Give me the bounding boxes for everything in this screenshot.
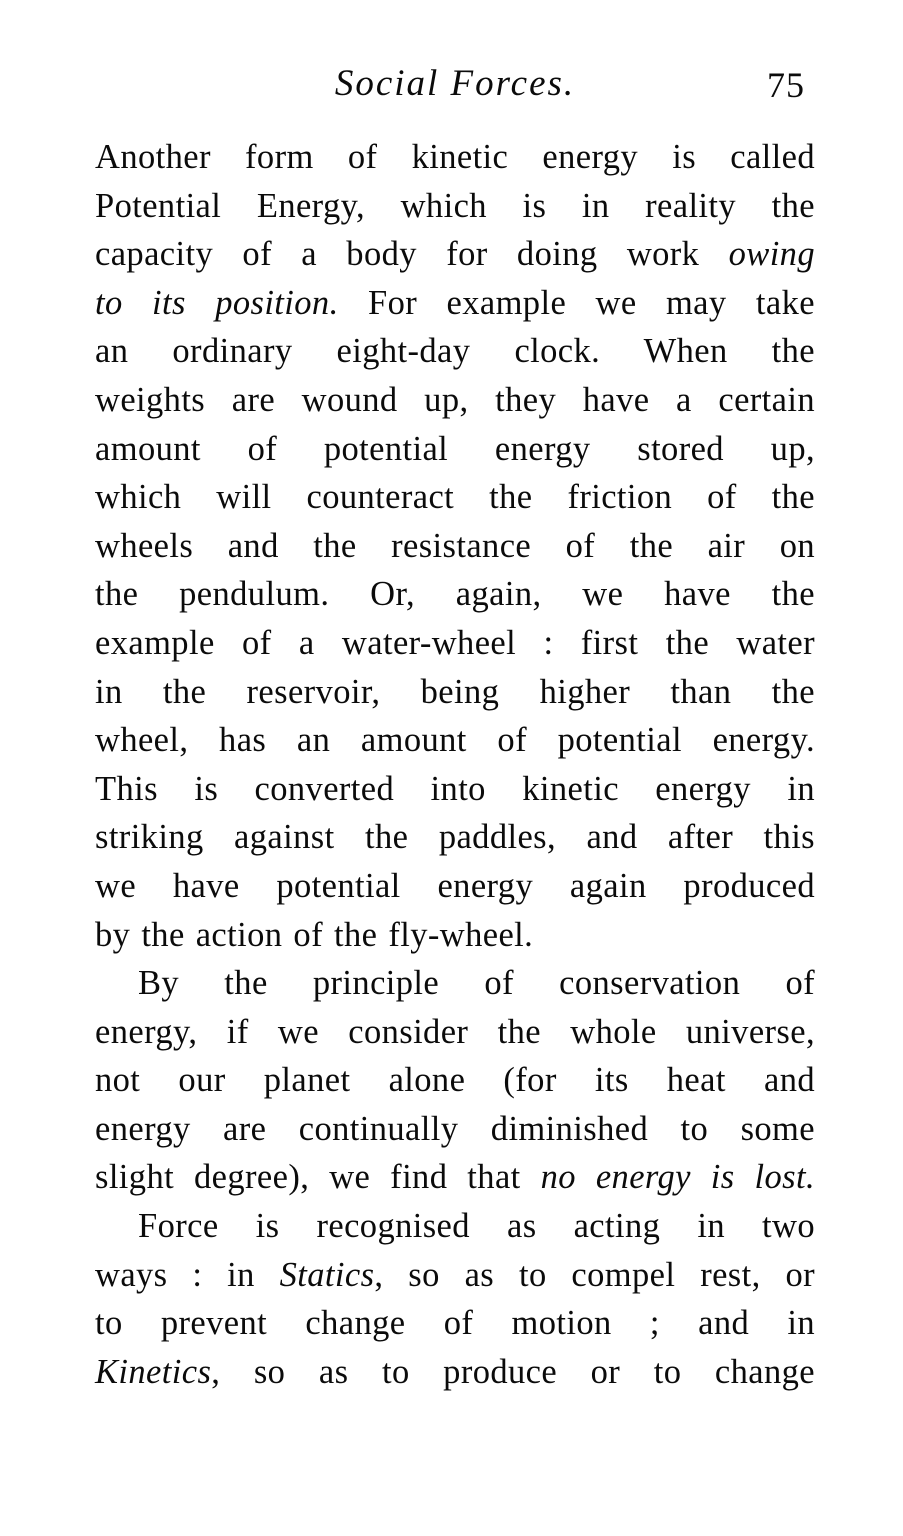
text-segment: By the principle of conservation of — [138, 964, 815, 1003]
text-line — [95, 1299, 815, 1348]
text-line — [95, 862, 815, 911]
text-line — [95, 1202, 815, 1251]
text-line — [95, 425, 815, 474]
text-line — [95, 1105, 815, 1154]
text-segment: wheels and the resistance of the air on — [95, 526, 815, 565]
text-line — [95, 1348, 815, 1397]
text-segment: we have potential energy again produced — [95, 866, 815, 905]
text-line — [95, 765, 815, 814]
text-segment: to prevent change of motion ; and in — [95, 1304, 815, 1343]
text-segment: This is converted into kinetic energy in — [95, 769, 815, 808]
text-line — [95, 668, 815, 717]
text-segment: the pendulum. Or, again, we have the — [95, 575, 815, 614]
text-segment: , so as to produce or to change — [211, 1352, 815, 1391]
italic-text-segment: owing — [728, 235, 815, 274]
text-segment: energy are continually diminished to some — [95, 1109, 815, 1148]
text-segment: amount of potential energy stored up, — [95, 429, 815, 468]
text-line — [95, 1008, 815, 1057]
text-segment: which will counteract the friction of the — [95, 478, 815, 517]
text-line — [95, 230, 815, 279]
page-body — [95, 133, 815, 1396]
text-line — [95, 376, 815, 425]
text-segment: Another form of kinetic energy is called — [95, 138, 815, 176]
text-segment: example of a water-wheel : first the water — [95, 623, 815, 662]
text-segment: ways : in — [95, 1255, 280, 1294]
italic-text-segment: no energy is lost. — [540, 1158, 815, 1197]
text-line — [95, 133, 815, 182]
text-segment: , so as to compel rest, or — [374, 1255, 816, 1294]
text-line — [95, 813, 815, 862]
text-line — [95, 911, 815, 960]
text-line — [95, 716, 815, 765]
text-line — [95, 570, 815, 619]
page-number: 75 — [767, 65, 805, 105]
text-line — [95, 1153, 815, 1202]
text-line — [95, 327, 815, 376]
page-header — [95, 62, 815, 110]
text-segment: not our planet alone (for its heat and — [95, 1061, 815, 1100]
text-line — [95, 959, 815, 1008]
italic-text-segment: Kinetics — [95, 1352, 212, 1391]
text-segment: by the action of the fly-wheel. — [95, 915, 534, 954]
italic-text-segment: Statics — [279, 1255, 375, 1294]
text-segment: wheel, has an amount of potential energy. — [95, 721, 815, 760]
text-line — [95, 619, 815, 668]
text-segment: Potential Energy, which is in reality the — [95, 186, 815, 225]
running-title: Social Forces. — [334, 63, 576, 104]
text-segment: an ordinary eight-day clock. When the — [95, 332, 815, 371]
text-segment: energy, if we consider the whole universe, — [95, 1012, 815, 1051]
text-line — [95, 182, 815, 231]
text-segment: slight degree), we find that — [95, 1158, 541, 1197]
text-segment: striking against the paddles, and after this — [95, 818, 815, 857]
text-segment: in the reservoir, being higher than the — [95, 672, 815, 711]
text-line — [95, 1251, 815, 1300]
text-line — [95, 1056, 815, 1105]
text-segment: weights are wound up, they have a certain — [95, 380, 815, 419]
text-line — [95, 522, 815, 571]
text-segment: capacity of a body for doing work — [95, 235, 729, 274]
text-line — [95, 473, 815, 522]
text-segment: Force is recognised as acting in two — [138, 1207, 815, 1246]
text-line — [95, 279, 815, 328]
text-segment: For example we may take — [338, 283, 815, 322]
italic-text-segment: to its position. — [95, 283, 339, 322]
